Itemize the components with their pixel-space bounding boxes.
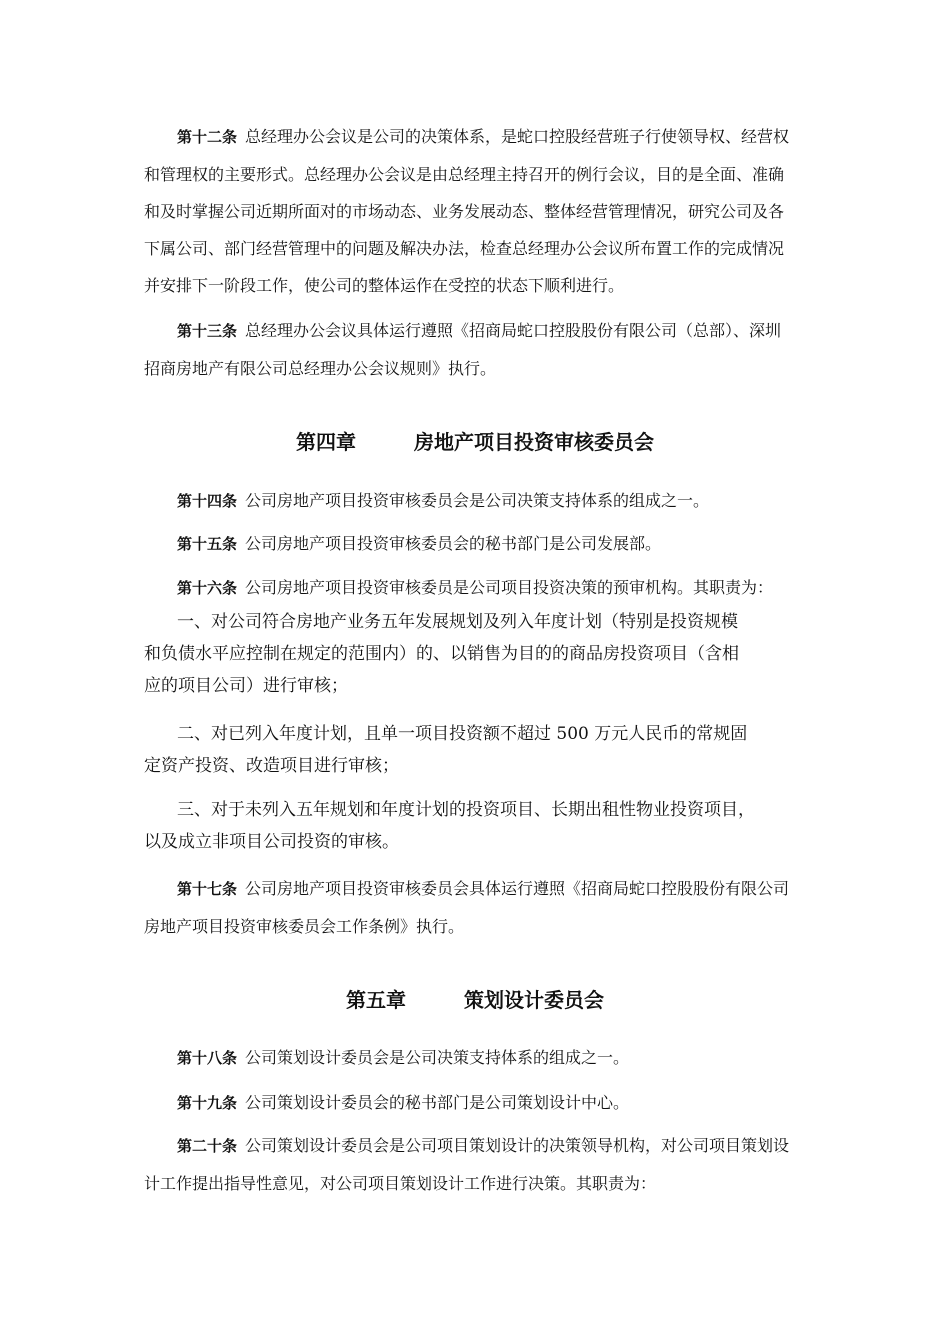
article-17: 第十七条 公司房地产项目投资审核委员会具体运行遵照《招商局蛇口控股股份有限公司 房地产项目投资审核委员会工作条例》执行。 bbox=[144, 879, 790, 936]
article-13: 第十三条 总经理办公会议具体运行遵照《招商局蛇口控股股份有限公司（总部）、深圳 招商房地产有限公司总经理办公会议规则》执行。 bbox=[144, 321, 782, 378]
chapter-5-heading bbox=[0, 984, 950, 1013]
article-20: 第二十条 公司策划设计委员会是公司项目策划设计的决策领导机构，对公司项目策划设 计工作提出指导性意见，对公司项目策划设计工作进行决策。其职责为： bbox=[144, 1136, 790, 1193]
article-label: 第十九条 bbox=[177, 1094, 238, 1112]
article-label: 第十五条 bbox=[177, 535, 238, 553]
chapter-number: 第五章 bbox=[346, 988, 406, 1012]
article-label: 第十二条 bbox=[177, 128, 238, 146]
duty-item-1: 一、对公司符合房地产业务五年发展规划及列入年度计划（特别是投资规模 和负债水平应控制在规定的范围内）的、以销售为目的的商品房投资项目（含相 应的项目公司）进行审核； bbox=[144, 612, 739, 696]
article-14: 第十四条 公司房地产项目投资审核委员会是公司决策支持体系的组成之一。 bbox=[177, 491, 710, 510]
chapter-4-heading bbox=[0, 426, 950, 455]
chapter-title: 策划设计委员会 bbox=[464, 988, 604, 1012]
article-label: 第十四条 bbox=[177, 492, 238, 510]
article-label: 第十六条 bbox=[177, 579, 238, 597]
article-label: 第十三条 bbox=[177, 322, 238, 340]
article-19: 第十九条 公司策划设计委员会的秘书部门是公司策划设计中心。 bbox=[177, 1093, 630, 1112]
article-label: 第二十条 bbox=[177, 1137, 238, 1155]
duty-item-3: 三、对于未列入五年规划和年度计划的投资项目、长期出租性物业投资项目， 以及成立非项目公司投资的审核。 bbox=[144, 800, 755, 852]
duty-item-2: 二、对已列入年度计划，且单一项目投资额不超过 500 万元人民币的常规固 定资产投资、改造项目进行审核； bbox=[144, 724, 748, 776]
chapter-number: 第四章 bbox=[296, 430, 356, 454]
article-18: 第十八条 公司策划设计委员会是公司决策支持体系的组成之一。 bbox=[177, 1048, 630, 1067]
article-label: 第十八条 bbox=[177, 1049, 238, 1067]
article-12: 第十二条 总经理办公会议是公司的决策体系，是蛇口控股经营班子行使领导权、经营权 和管理权的主要形式。总经理办公会议是由总经理主持召开的例行会议，目的是全面、准确 和及时掌握公司近期所面对的市场动态、业务发展动态、整体经营管理情况，研究公司及各 下属公司、部门经营管理中的问题及解决办法，检查总经理办公会议所布置工作的完成情况 并安排下一阶段工作，使公司的整体运作在受控的状态下顺利进行。 bbox=[144, 127, 790, 295]
chapter-title: 房地产项目投资审核委员会 bbox=[414, 430, 654, 454]
article-label: 第十七条 bbox=[177, 880, 238, 898]
article-16: 第十六条 公司房地产项目投资审核委员是公司项目投资决策的预审机构。其职责为： bbox=[177, 578, 774, 597]
article-15: 第十五条 公司房地产项目投资审核委员会的秘书部门是公司发展部。 bbox=[177, 534, 662, 553]
